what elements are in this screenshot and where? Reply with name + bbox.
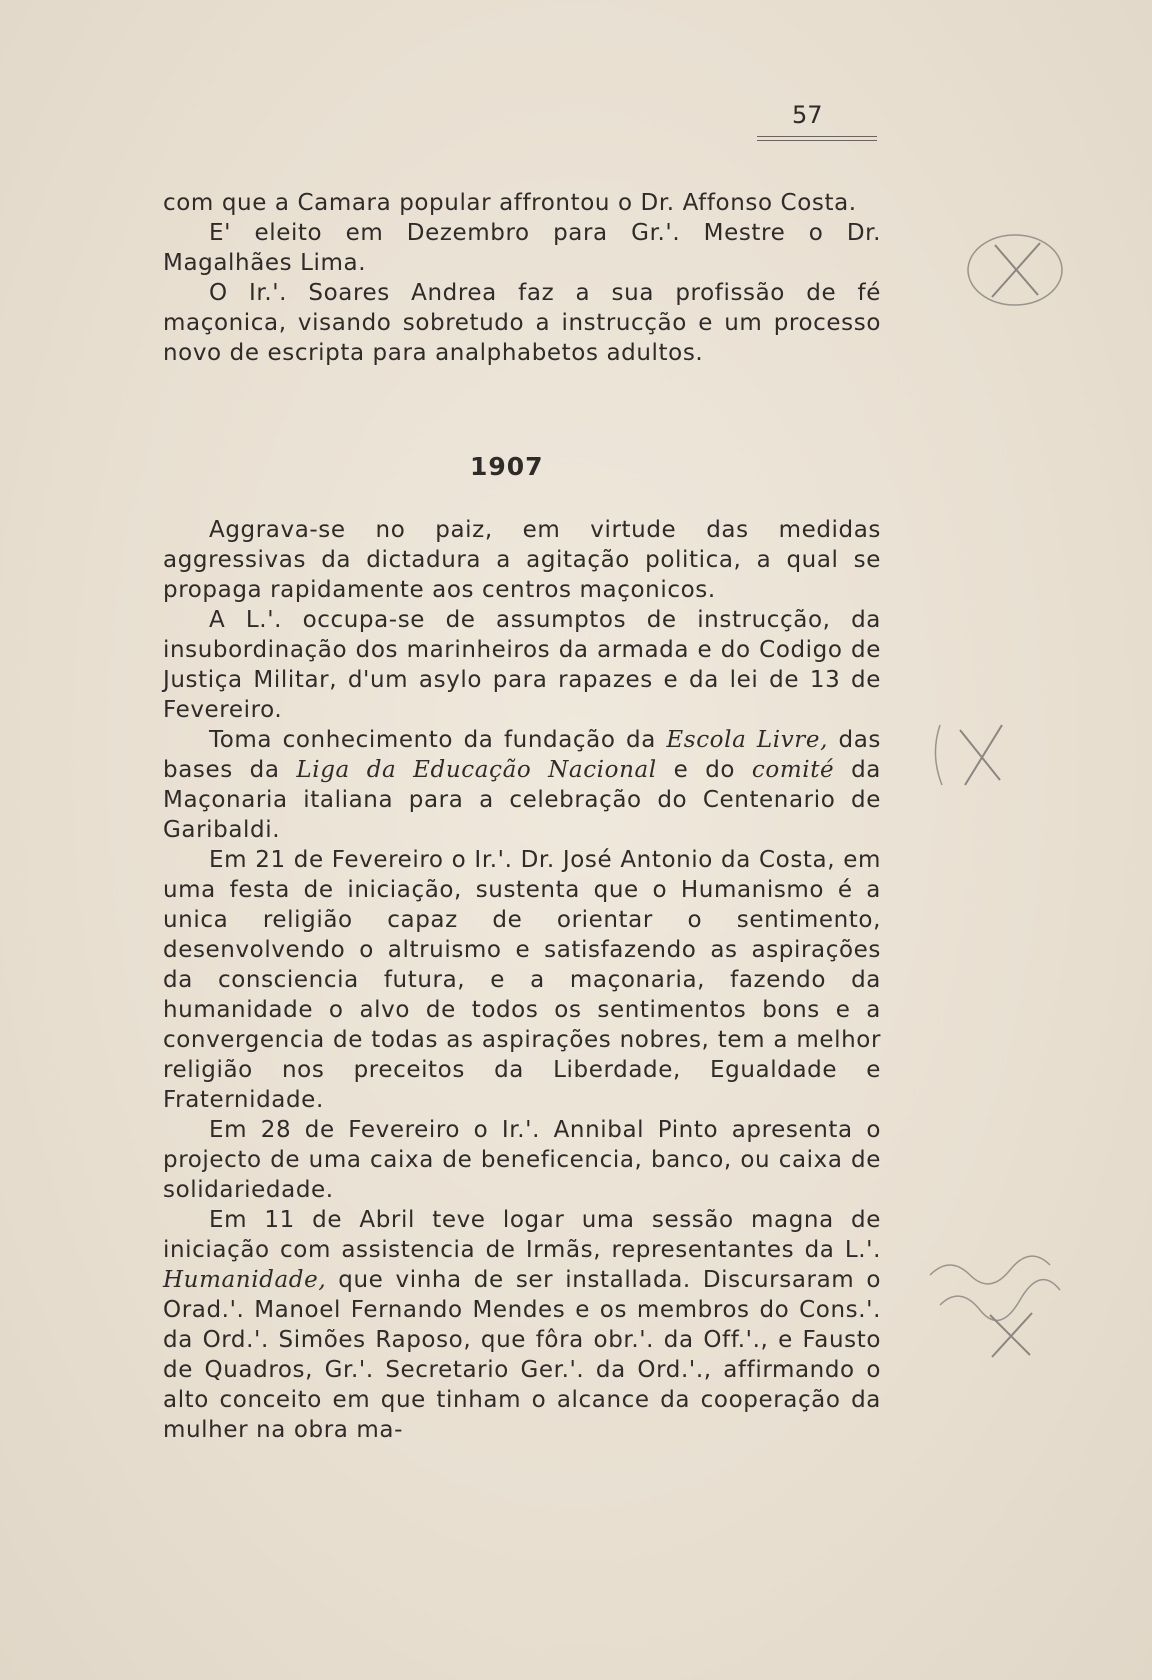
paragraph-election: E' eleito em Dezembro para Gr.'. Mestre o Dr. Magalhães Lima. <box>163 220 881 276</box>
paragraph-continuation: com que a Camara popular affrontou o Dr. Affonso Costa. <box>163 190 857 216</box>
pencil-x-mark-top <box>960 225 1070 315</box>
escola-livre-italic: Escola Livre, <box>666 727 829 753</box>
paragraph-sessao-magna: Em 11 de Abril teve logar uma sessão magna de iniciação com assistencia de Irmãs, representantes da L.'. Humanidade, que vinha de ser installada. Discursaram o Orad.'. Manoel Fernando Mendes e os membros do Cons.'. da Ord.'. Simões Raposo, que fôra obr.'. da Off.'., e Fausto de Quadros, Gr.'. Secretario Ger.'. da Ord.'., affirmando o alto conceito em que tinham o alcance da cooperação da mulher na obra ma- <box>163 1207 881 1443</box>
intro-text <box>163 188 881 368</box>
paragraph-caixa-beneficencia: Em 28 de Fevereiro o Ir.'. Annibal Pinto apresenta o projecto de uma caixa de beneficencia, banco, ou caixa de solidariedade. <box>163 1117 881 1203</box>
humanidade-italic: Humanidade, <box>163 1267 327 1293</box>
year-heading: 1907 <box>470 452 544 481</box>
page-number: 57 <box>792 101 823 129</box>
paragraph-humanismo: Em 21 de Fevereiro o Ir.'. Dr. José Antonio da Costa, em uma festa de iniciação, sustenta que o Humanismo é a unica religião capaz de orientar o sentimento, desenvolvendo o altruismo e satisfazendo as aspirações da consciencia futura, e a maçonaria, fazendo da humanidade o alvo de todos os sentimentos bons e a convergencia de todas as aspirações nobres, tem a melhor religião nos preceitos da Liberdade, Egualdade e Fraternidade. <box>163 847 881 1113</box>
pencil-x-mark-middle <box>930 715 1020 795</box>
liga-italic: Liga da Educação Nacional <box>296 757 657 783</box>
paragraph-loja-assuntos: A L.'. occupa-se de assumptos de instrucção, da insubordinação dos marinheiros da armada e do Codigo de Justiça Militar, d'um asylo para rapazes e da lei de 13 de Fevereiro. <box>163 607 881 723</box>
page-number-rule <box>757 136 877 141</box>
main-text <box>163 515 881 1445</box>
paragraph-soares-andrea: O Ir.'. Soares Andrea faz a sua profissão de fé maçonica, visando sobretudo a instrucção e um processo novo de escripta para analphabetos adultos. <box>163 280 881 366</box>
paragraph-escola-livre: Toma conhecimento da fundação da Escola Livre, das bases da Liga da Educação Nacional e do comité da Maçonaria italiana para a celebração do Centenario de Garibaldi. <box>163 727 881 843</box>
comite-italic: comité <box>751 757 835 783</box>
paragraph-aggrava: Aggrava-se no paiz, em virtude das medidas aggressivas da dictadura a agitação politica, a qual se propaga rapidamente aos centros maçonicos. <box>163 517 881 603</box>
pencil-scribble-lower <box>920 1245 1080 1365</box>
